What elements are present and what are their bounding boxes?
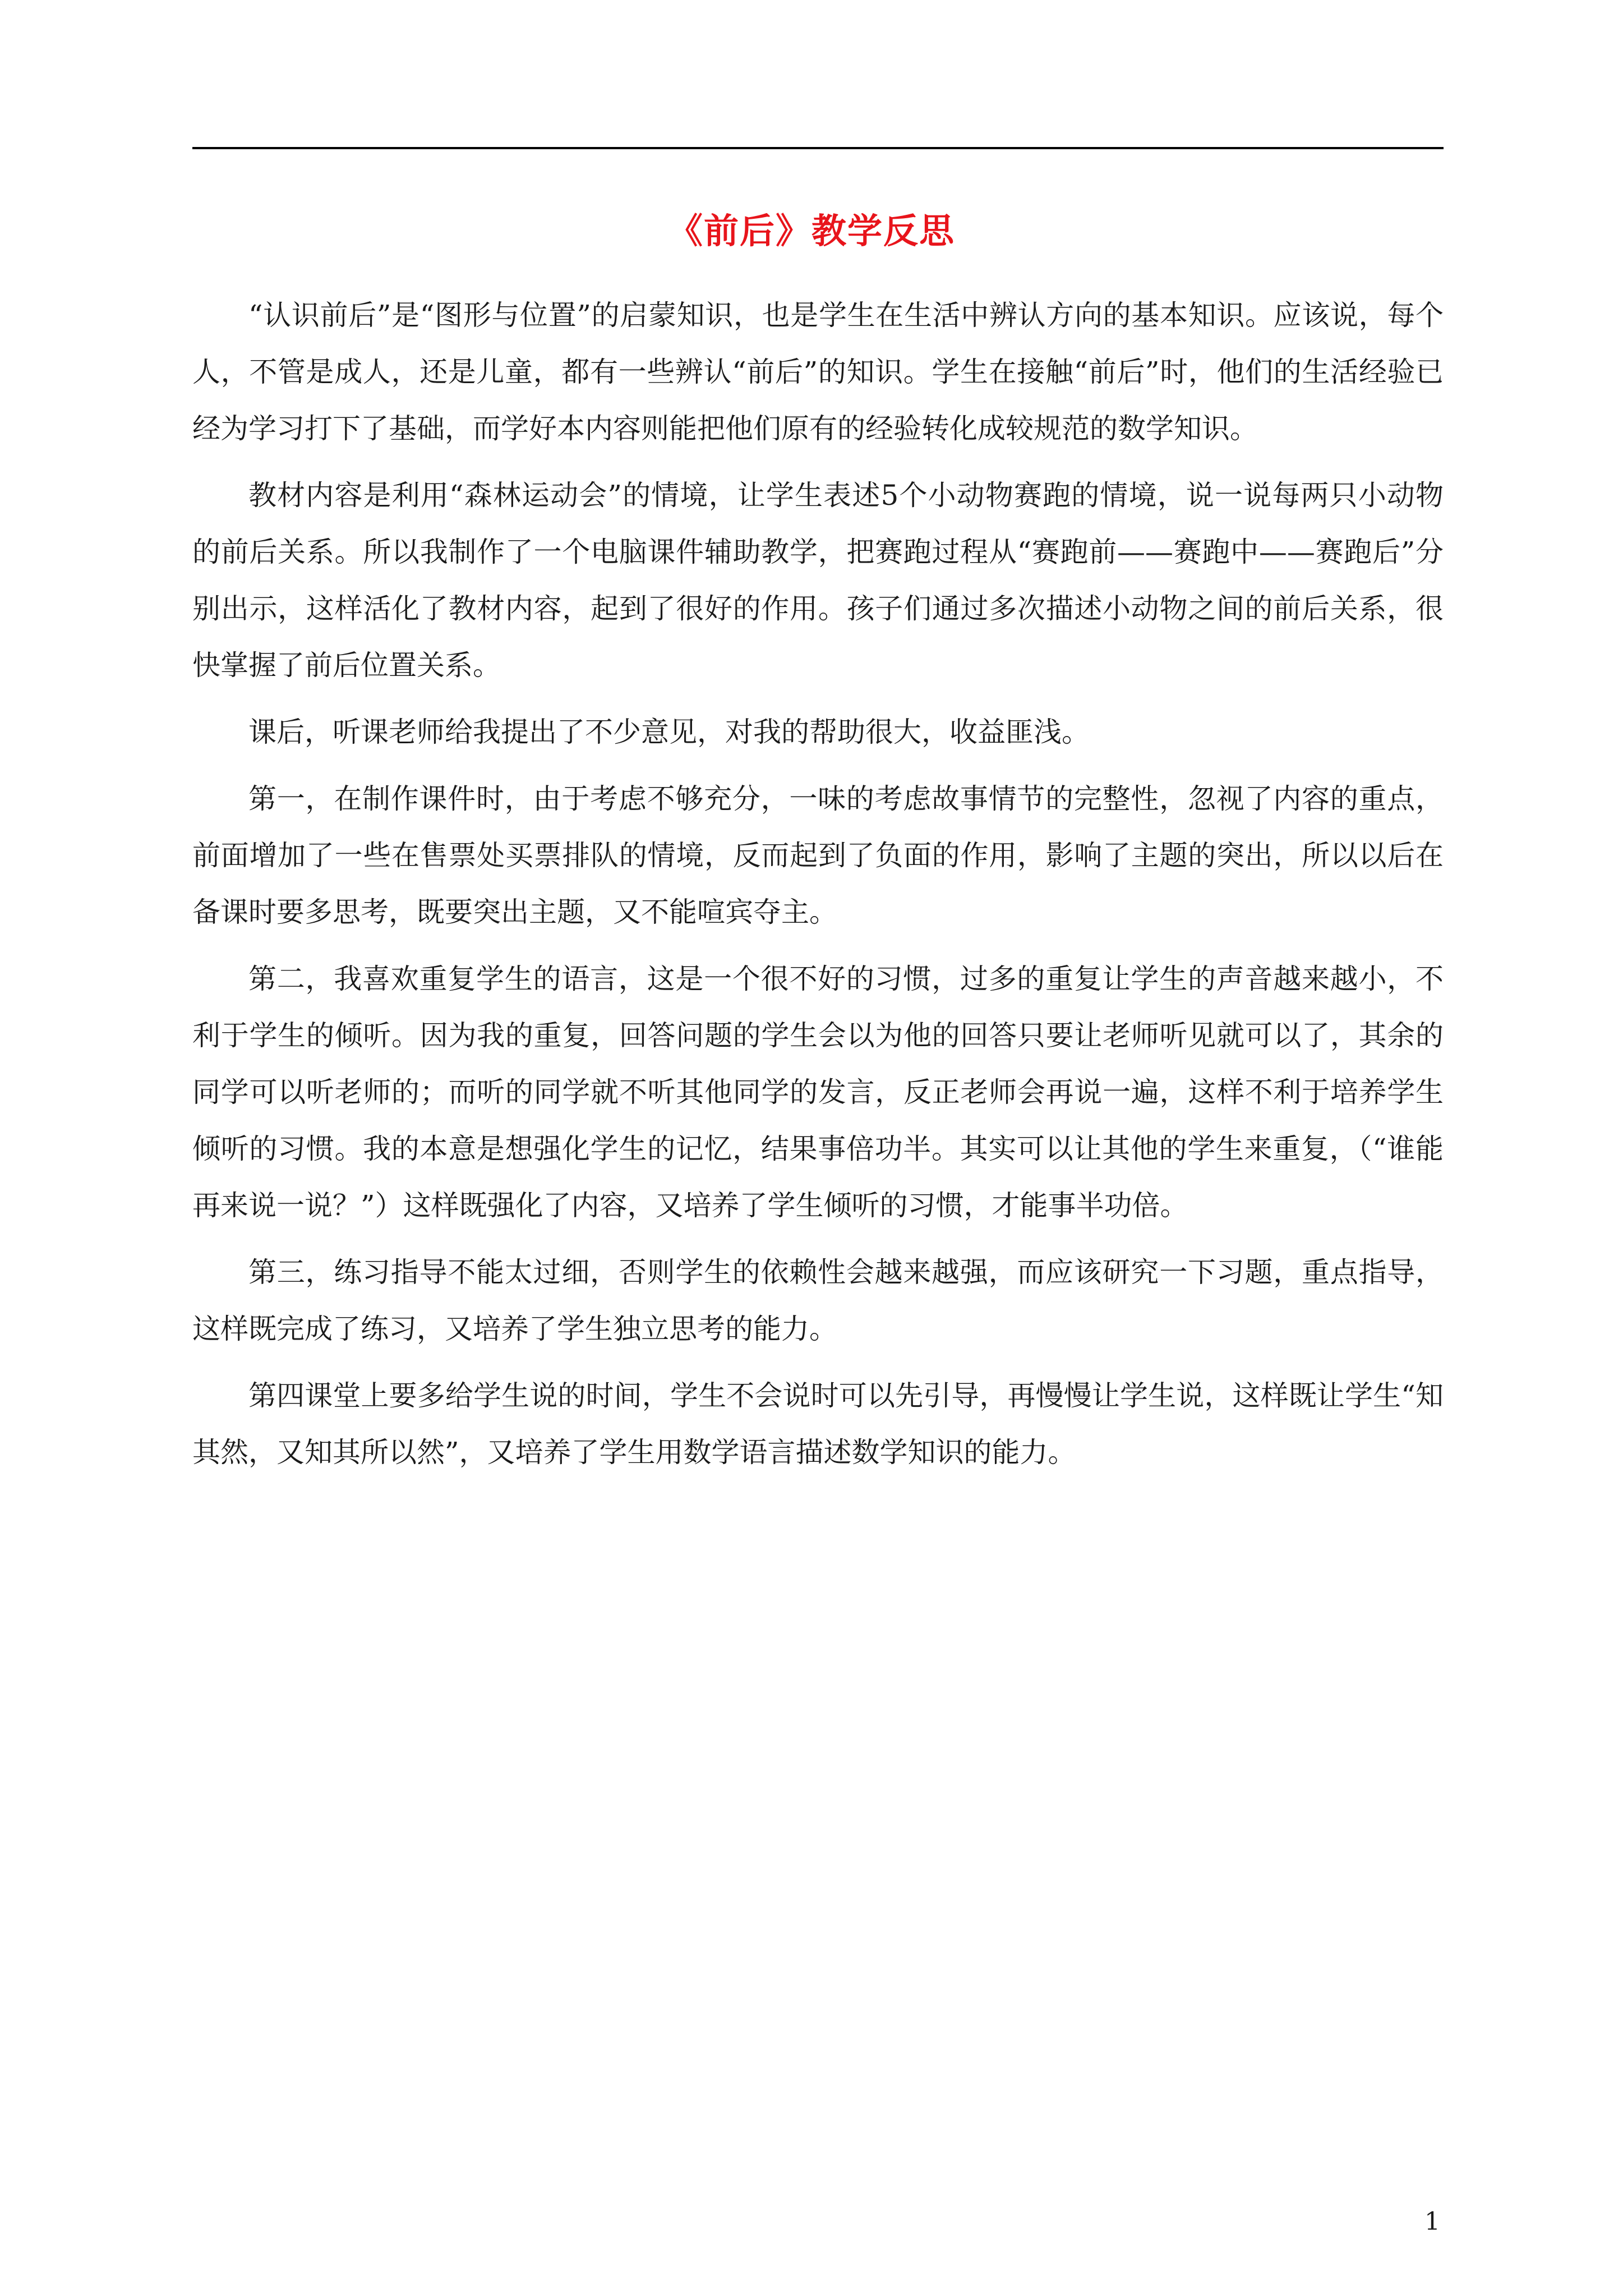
paragraph-point-two: 第二，我喜欢重复学生的语言，这是一个很不好的习惯，过多的重复让学生的声音越来越小，不利于学生的倾听。因为我的重复，回答问题的学生会以为他的回答只要让老师听见就可以了，其余的同学可以听老师的；而听的同学就不听其他同学的发言，反正老师会再说一遍，这样不利于培养学生倾听的习惯。我的本意是想强化学生的记忆，结果事倍功半。其实可以让其他的学生来重复，（“谁能再来说一说？”）这样既强化了内容，又培养了学生倾听的习惯，才能事半功倍。 bbox=[192, 963, 1444, 1222]
document-body bbox=[192, 287, 1444, 1491]
paragraph-intro: “认识前后”是“图形与位置”的启蒙知识，也是学生在生活中辨认方向的基本知识。应该说，每个人，不管是成人，还是儿童，都有一些辨认“前后”的知识。学生在接触“前后”时，他们的生活经验已经为学习打下了基础，而学好本内容则能把他们原有的经验转化成较规范的数学知识。 bbox=[192, 299, 1444, 445]
page-number: 1 bbox=[1424, 2207, 1440, 2236]
header-rule bbox=[192, 147, 1444, 149]
paragraph-point-three: 第三，练习指导不能太过细，否则学生的依赖性会越来越强，而应该研究一下习题，重点指导，这样既完成了练习，又培养了学生独立思考的能力。 bbox=[192, 1256, 1444, 1345]
paragraph-materials: 教材内容是利用“森林运动会”的情境，让学生表述5个小动物赛跑的情境，说一说每两只小动物的前后关系。所以我制作了一个电脑课件辅助教学，把赛跑过程从“赛跑前——赛跑中——赛跑后”分别出示，这样活化了教材内容，起到了很好的作用。孩子们通过多次描述小动物之间的前后关系，很快掌握了前后位置关系。 bbox=[192, 479, 1444, 682]
document-title: 《前后》教学反思 bbox=[667, 210, 955, 251]
paragraph-point-four: 第四课堂上要多给学生说的时间，学生不会说时可以先引导，再慢慢让学生说，这样既让学生“知其然，又知其所以然”，又培养了学生用数学语言描述数学知识的能力。 bbox=[192, 1379, 1444, 1469]
paragraph-point-one: 第一，在制作课件时，由于考虑不够充分，一味的考虑故事情节的完整性，忽视了内容的重点，前面增加了一些在售票处买票排队的情境，反而起到了负面的作用，影响了主题的突出，所以以后在备课时要多思考，既要突出主题，又不能喧宾夺主。 bbox=[192, 783, 1444, 928]
paragraph-feedback: 课后，听课老师给我提出了不少意见，对我的帮助很大，收益匪浅。 bbox=[248, 716, 1090, 748]
